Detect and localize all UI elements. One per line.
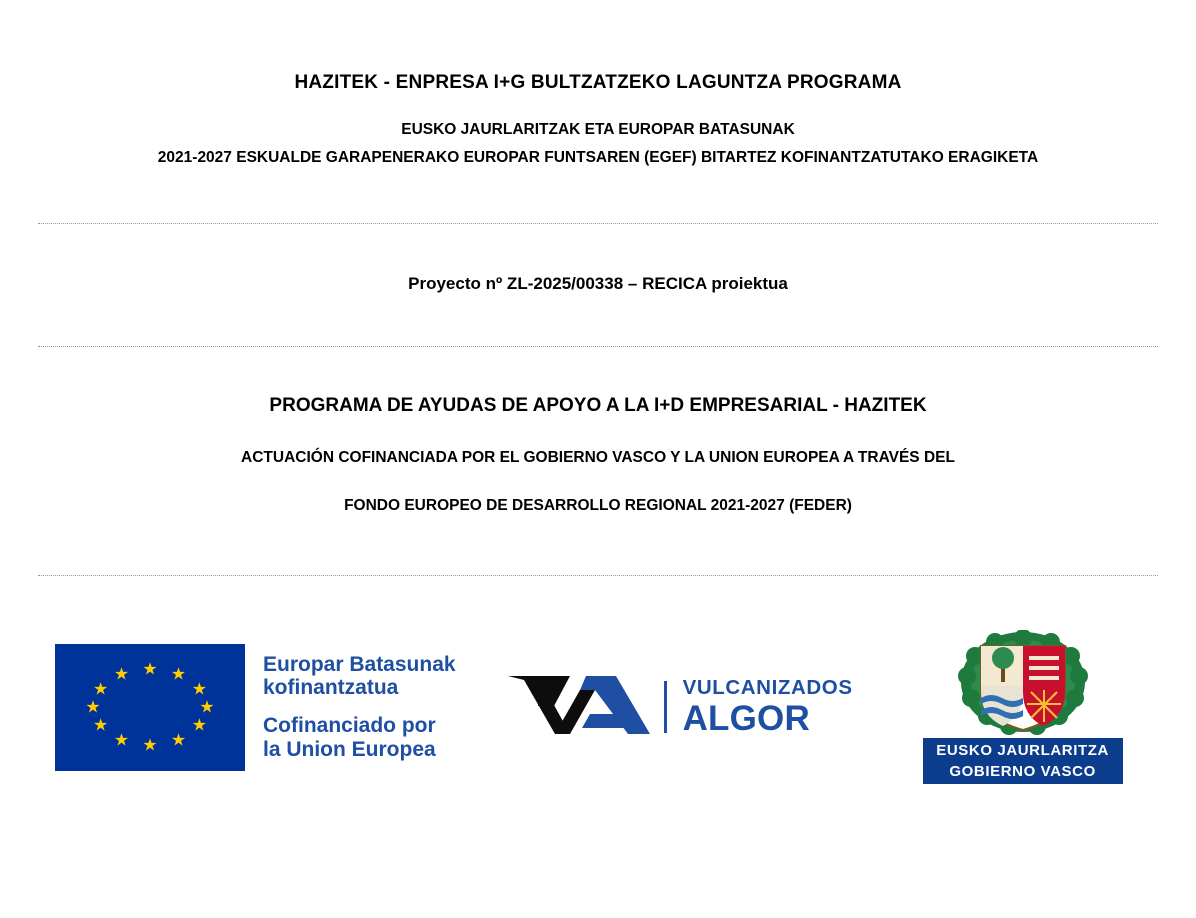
- eu-flag-icon: ★ ★ ★ ★ ★ ★ ★ ★ ★ ★ ★ ★: [55, 644, 245, 771]
- basque-government-logo: [923, 630, 1123, 784]
- spanish-program-title: PROGRAMA DE AYUDAS DE APOYO A LA I+D EMPRESARIAL - HAZITEK: [269, 395, 927, 416]
- document-page: [0, 72, 1196, 918]
- eu-text-line-4: la Union Europea: [263, 737, 436, 761]
- government-name-spanish: GOBIERNO VASCO: [949, 762, 1096, 780]
- company-name-top: VULCANIZADOS: [682, 676, 853, 700]
- company-name-bottom: ALGOR: [682, 698, 810, 738]
- vulcanizados-algor-wordmark: [683, 678, 853, 736]
- divider-middle: [38, 346, 1158, 347]
- basque-subtitle-line-1: EUSKO JAURLARITZAK ETA EUROPAR BATASUNAK: [401, 121, 795, 138]
- basque-government-wordmark: [923, 738, 1123, 784]
- eu-text-line-1: Europar Batasunak: [263, 652, 456, 676]
- vulcanizados-algor-logo: [508, 676, 853, 738]
- government-name-basque: EUSKO JAURLARITZA: [936, 742, 1109, 760]
- project-reference: Proyecto nº ZL-2025/00338 – RECICA proiektua: [408, 274, 788, 293]
- divider-top: [38, 223, 1158, 224]
- eu-text-line-2: kofinantzatua: [263, 676, 399, 700]
- logo-separator: [664, 681, 667, 733]
- spanish-subtitle-line-2: FONDO EUROPEO DE DESARROLLO REGIONAL 2021-2027 (FEDER): [344, 497, 852, 514]
- vulcanizados-algor-logo-icon: [508, 676, 650, 738]
- basque-subtitle-line-2: 2021-2027 ESKUALDE GARAPENERAKO EUROPAR FUNTSAREN (EGEF) BITARTEZ KOFINANTZATUTAKO ERAGIKETA: [157, 149, 1039, 166]
- eu-funding-logo: [55, 644, 456, 771]
- divider-bottom: [38, 575, 1158, 576]
- basque-government-shield-icon: [923, 630, 1123, 738]
- eu-funding-text: [263, 653, 456, 761]
- basque-program-title: HAZITEK - ENPRESA I+G BULTZATZEKO LAGUNTZA PROGRAMA: [294, 72, 902, 93]
- logo-row: [0, 622, 1196, 792]
- eu-text-line-3: Cofinanciado por: [263, 714, 436, 737]
- spanish-subtitle-line-1: ACTUACIÓN COFINANCIADA POR EL GOBIERNO VASCO Y LA UNION EUROPEA A TRAVÉS DEL: [241, 449, 955, 466]
